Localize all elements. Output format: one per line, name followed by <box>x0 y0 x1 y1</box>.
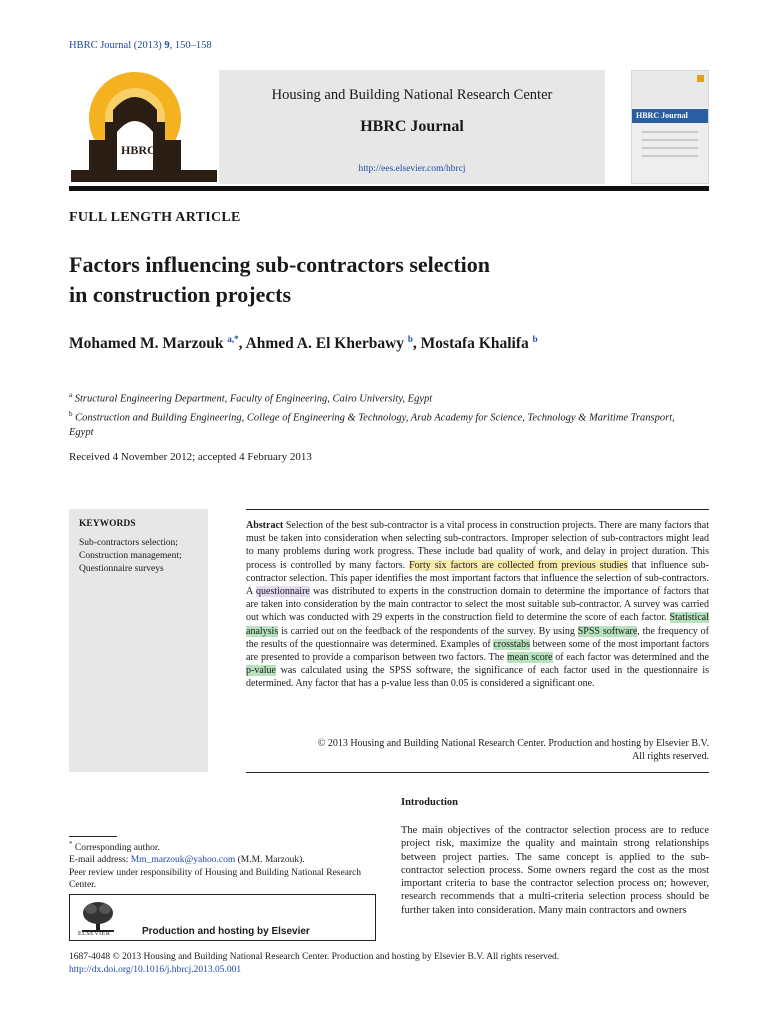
introduction-heading: Introduction <box>401 797 458 808</box>
keyword-item: Construction management; <box>79 551 182 561</box>
highlight-green[interactable]: SPSS software <box>577 625 638 637</box>
author-name[interactable]: Mohamed M. Marzouk <box>69 335 228 353</box>
doi-link[interactable]: http://dx.doi.org/10.1016/j.hbrcj.2013.05.001 <box>69 965 242 975</box>
abstract-text: Abstract Selection of the best sub-contractor is a vital process in construction projects. There are many factors that must be taken into consideration when selecting sub-contractors. Improper selection of sub-contractors might lead to many problems during work progress. These include bad quality of work, and delay in project duration. This process is controlled by many factors. Forty six factors are collected from previous studies that influence sub-contractor selection. This paper identifies the most important factors that influence the selection of sub-contractors. A questionnaire was distributed to experts in the construction domain to determine the importance of factors that are taken into consideration by the main contractor to select the most suitable sub-contractor. A survey was carried out which was conducted with 29 experts in the construction field to determine the score of each factor. Statistical analysis is carried out on the feedback of the respondents of the survey. By using SPSS software, the frequency of the results of the questionnaire was determined. Examples of crosstabs between some of the most important factors are presented to provide a comparison between two factors. The mean score of each factor was determined and the p-value was calculated using the SPSS software, the significance of each factor used in the questionnaire is determined. Any factor that has a p-value less than 0.05 is considered a significant one. <box>246 520 710 690</box>
journal-citation[interactable]: HBRC Journal (2013) 9, 150–158 <box>69 40 212 51</box>
hbrc-logo <box>69 70 219 184</box>
svg-text:HBRC: HBRC <box>121 143 156 157</box>
received-dates: Received 4 November 2012; accepted 4 February 2013 <box>69 451 312 463</box>
footnotes <box>69 838 379 891</box>
highlight-purple[interactable]: questionnaire <box>255 586 310 598</box>
abstract-top-rule <box>246 509 709 510</box>
author-list <box>69 334 538 353</box>
abstract-copyright: © 2013 Housing and Building National Research Center. Production and hosting by Elsevier B.V. All rights reserved. <box>317 738 709 762</box>
author-name[interactable]: , Ahmed A. El Kherbawy <box>238 335 408 353</box>
keywords-heading: KEYWORDS <box>79 519 136 529</box>
affiliation-b: $^b$ Construction and Building Engineering, College of Engineering & Technology, Arab Academy for Science, Technology & Maritime Transport, Egypt <box>69 409 675 438</box>
journal-banner <box>69 70 709 190</box>
footnote-rule <box>69 836 117 837</box>
hbrc-logo-icon <box>69 70 219 184</box>
abstract-bottom-rule <box>246 772 709 773</box>
affiliation-ref[interactable]: b <box>407 334 413 344</box>
elsevier-production-box <box>69 894 376 941</box>
author-name[interactable]: , Mostafa Khalifa <box>412 335 533 353</box>
publisher-name: Housing and Building National Research Center <box>271 87 553 103</box>
highlight-green[interactable]: mean score <box>506 652 553 664</box>
affiliation-a: $^a$ Structural Engineering Department, Faculty of Engineering, Cairo University, Egypt <box>69 391 433 405</box>
issn-copyright: 1687-4048 © 2013 Housing and Building National Research Center. Production and hosting by Elsevier B.V. All rights reserved. <box>69 952 560 962</box>
abstract-heading: Abstract <box>246 520 284 531</box>
introduction-text: The main objectives of the contractor selection process are to reduce project risk, maximize the quality and maintain strong relationships between project parties. The same concept is applied to the sub-contractor selection process. Some owners regard the cost as the most important criteria to base the contractor selection process on; however, research recommends that a multi-criteria selection process should be further taken into consideration. Many main contractors and owners <box>401 825 709 916</box>
page-footer <box>69 951 559 977</box>
corresponding-author-note: * Corresponding author. <box>69 840 160 854</box>
affiliation-ref[interactable]: a,* <box>227 334 239 344</box>
cover-badge-icon <box>697 75 704 82</box>
highlight-yellow[interactable]: Forty six factors are collected from previous studies <box>409 559 628 571</box>
highlight-green[interactable]: crosstabs <box>493 638 530 650</box>
affiliations <box>69 388 689 440</box>
cover-text-lines <box>642 131 698 171</box>
article-type: FULL LENGTH ARTICLE <box>69 210 241 225</box>
keyword-item: Questionnaire surveys <box>79 564 164 574</box>
keyword-item: Sub-contractors selection; <box>79 538 178 548</box>
keywords-box <box>69 509 208 772</box>
email-link[interactable]: Mm_marzouk@yahoo.com <box>130 855 236 866</box>
highlight-green[interactable]: p-value <box>246 665 276 677</box>
journal-cover-thumbnail[interactable] <box>631 70 709 184</box>
cover-title: HBRC Journal <box>632 109 708 123</box>
peer-review-note: Peer review under responsibility of Housing and Building National Research Center. <box>69 867 362 891</box>
elsevier-wordmark: ELSEVIER <box>78 931 111 937</box>
banner-divider <box>69 186 709 191</box>
highlight-green[interactable]: Statistical analysis <box>246 612 709 637</box>
journal-header-panel <box>219 70 605 184</box>
article-title: Factors influencing sub-contractors selection in construction projects <box>69 252 490 307</box>
affiliation-ref[interactable]: b <box>532 334 538 344</box>
production-credit: Production and hosting by Elsevier <box>142 926 310 937</box>
journal-name: HBRC Journal <box>360 118 464 135</box>
journal-url-link[interactable]: http://ees.elsevier.com/hbrcj <box>358 164 466 174</box>
email-note: E-mail address: Mm_marzouk@yahoo.com (M.M. Marzouk). <box>69 855 305 866</box>
